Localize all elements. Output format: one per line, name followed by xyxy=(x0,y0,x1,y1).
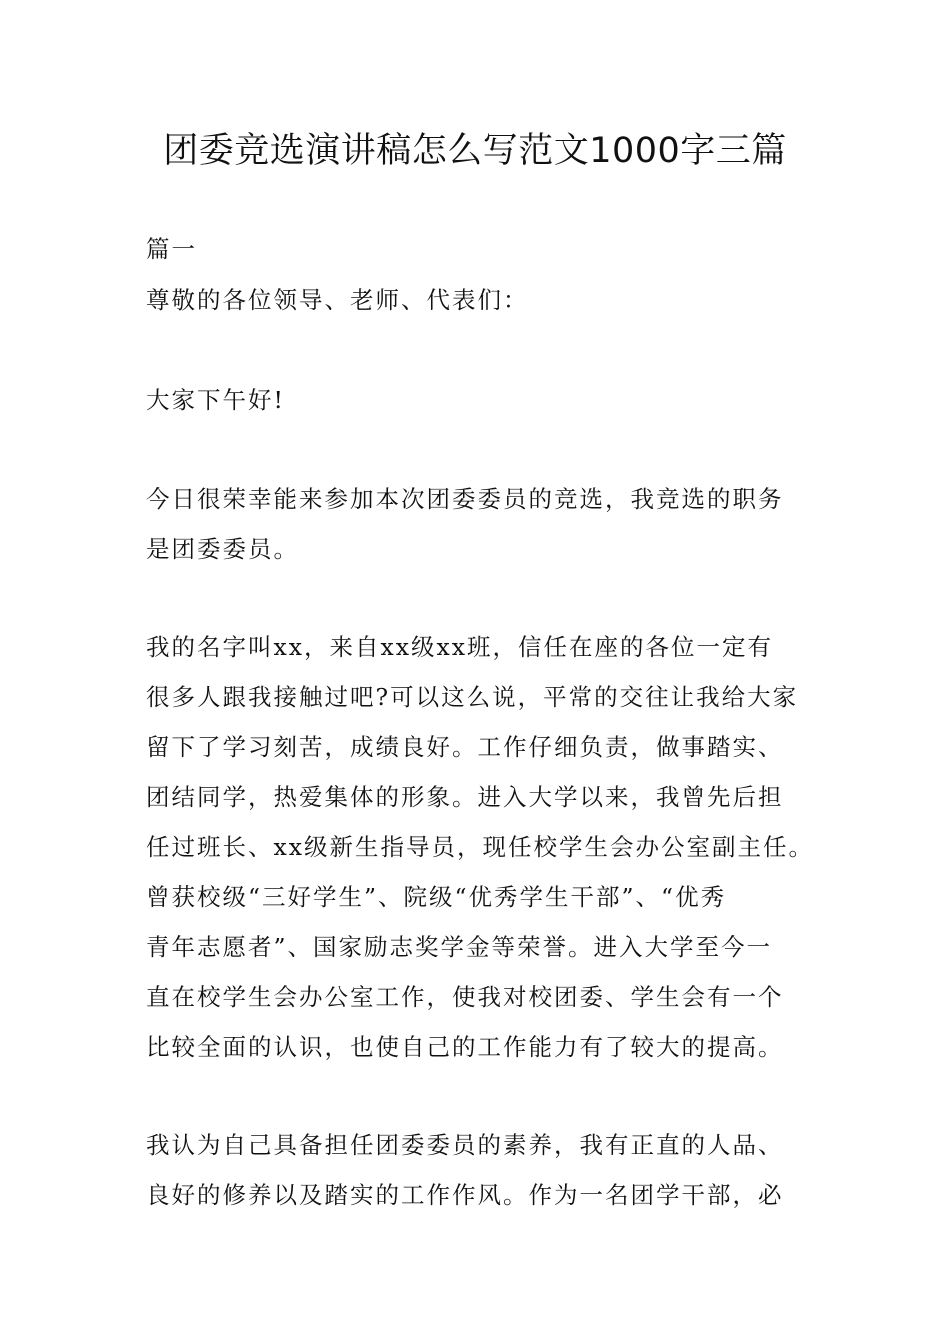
paragraph-1-line-1: 今日很荣幸能来参加本次团委委员的竞选，我竞选的职务 xyxy=(146,485,784,513)
salutation: 尊敬的各位领导、老师、代表们： xyxy=(146,286,529,314)
paragraph-3-line-1: 我认为自己具备担任团委委员的素养，我有正直的人品、 xyxy=(146,1131,784,1159)
document-title: 团委竞选演讲稿怎么写范文1000字三篇 xyxy=(163,131,787,171)
paragraph-2-line-2: 很多人跟我接触过吧?可以这么说，平常的交往让我给大家 xyxy=(146,683,799,711)
paragraph-1-line-2: 是团委委员。 xyxy=(146,535,299,563)
paragraph-3-line-2: 良好的修养以及踏实的工作作风。作为一名团学干部，必 xyxy=(146,1181,784,1209)
paragraph-2-line-8: 直在校学生会办公室工作，使我对校团委、学生会有一个 xyxy=(146,983,784,1011)
paragraph-2-line-7: 青年志愿者”、国家励志奖学金等荣誉。进入大学至今一 xyxy=(146,933,773,961)
paragraph-2-line-6: 曾获校级“三好学生”、院级“优秀学生干部”、“优秀 xyxy=(146,883,727,911)
paragraph-2-line-4: 团结同学，热爱集体的形象。进入大学以来，我曾先后担 xyxy=(146,783,784,811)
greeting: 大家下午好! xyxy=(146,386,285,414)
paragraph-2-line-5: 任过班长、xx级新生指导员，现任校学生会办公室副主任。 xyxy=(146,833,815,861)
paragraph-2-line-9: 比较全面的认识，也使自己的工作能力有了较大的提高。 xyxy=(146,1033,784,1061)
paragraph-2-line-1: 我的名字叫xx，来自xx级xx班，信任在座的各位一定有 xyxy=(146,633,774,661)
section-heading: 篇一 xyxy=(146,235,197,263)
paragraph-2-line-3: 留下了学习刻苦，成绩良好。工作仔细负责，做事踏实、 xyxy=(146,733,784,761)
